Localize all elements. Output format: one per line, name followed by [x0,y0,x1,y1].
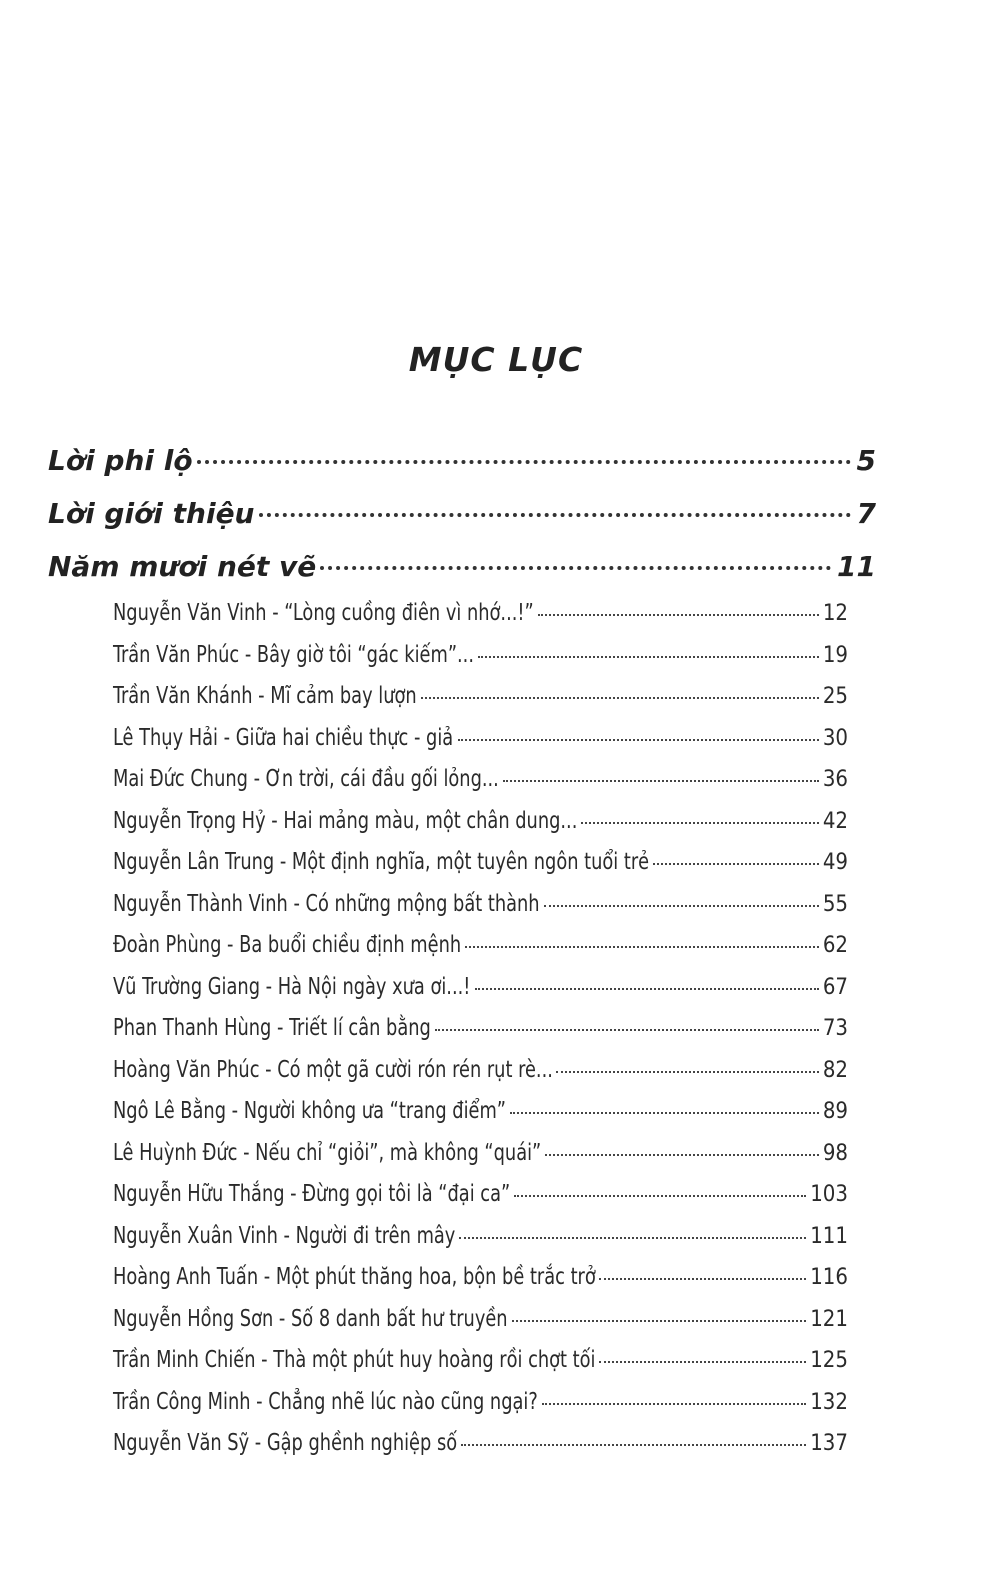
dot-leader [475,988,819,990]
dot-leader [503,780,819,782]
main-entry-label: Năm mươi nét vẽ [48,550,317,583]
sub-entry-label: Vũ Trường Giang - Hà Nội ngày xưa ơi...! [113,973,471,1000]
dot-leader [510,1112,819,1114]
toc-sub-entry [113,1015,848,1057]
sub-entry-label: Nguyễn Trọng Hỷ - Hai mảng màu, một chân dung... [113,807,578,834]
sub-entry-label: Nguyễn Xuân Vinh - Người đi trên mây [113,1222,456,1249]
sub-entry-page: 12 [822,601,848,626]
dot-leader [459,1237,806,1239]
toc-main-entry [48,550,876,603]
sub-entry-page: 132 [810,1389,848,1415]
toc-sub-entry [113,600,848,642]
sub-entry-page: 98 [822,1140,848,1166]
dot-leader [421,697,819,699]
sub-entry-label: Trần Văn Phúc - Bây giờ tôi “gác kiếm”... [113,641,474,668]
sub-entry-label: Phan Thanh Hùng - Triết lí cân bằng [113,1015,431,1041]
toc-sub-entry [113,1098,848,1140]
toc-sub-entry [113,1223,848,1265]
dot-leader [544,905,819,907]
dot-leader [514,1195,806,1197]
sub-entry-label: Nguyễn Thành Vinh - Có những mộng bất thành [113,890,540,917]
sub-entry-label: Trần Văn Khánh - Mĩ cảm bay lượn [113,683,417,709]
dot-leader [653,863,819,865]
sub-entry-page: 116 [810,1265,848,1290]
sub-entry-page: 121 [810,1306,848,1332]
sub-entry-page: 89 [822,1099,848,1124]
toc-sub-entry [113,683,848,725]
toc-main-entry [48,444,876,497]
toc-sub-entry [113,891,848,933]
sub-entry-label: Nguyễn Văn Sỹ - Gập ghềnh nghiệp số [113,1430,458,1456]
toc-main-entry [48,497,876,550]
toc-sub-entry [113,1181,848,1223]
dot-leader [599,1278,806,1280]
main-entries-list [48,444,876,603]
dot-leader [458,739,819,741]
sub-entry-label: Đoàn Phùng - Ba buổi chiều định mệnh [113,932,462,958]
sub-entry-page: 111 [810,1223,848,1249]
dot-leader [461,1444,806,1446]
sub-entry-label: Nguyễn Hữu Thắng - Đừng gọi tôi là “đại ca” [113,1181,511,1207]
sub-entry-label: Nguyễn Lân Trung - Một định nghĩa, một tuyên ngôn tuổi trẻ [113,849,650,875]
main-entry-page: 5 [856,444,876,477]
sub-entry-label: Hoàng Văn Phúc - Có một gã cười rón rén rụt rè... [113,1056,553,1083]
sub-entry-label: Hoàng Anh Tuấn - Một phút thăng hoa, bộn bề trắc trở [113,1264,596,1290]
sub-entry-page: 19 [822,642,848,668]
sub-entry-page: 49 [822,850,848,875]
toc-sub-entry [113,725,848,767]
dot-leader [435,1029,819,1031]
sub-entry-label: Nguyễn Hồng Sơn - Số 8 danh bất hư truyền [113,1305,508,1332]
sub-entry-page: 82 [822,1057,848,1083]
sub-entry-label: Trần Minh Chiến - Thà một phút huy hoàng rồi chợt tối [113,1347,596,1373]
toc-sub-entry [113,849,848,891]
dot-leader [512,1320,806,1322]
sub-entry-label: Lê Huỳnh Đức - Nếu chỉ “giỏi”, mà không “quái” [113,1139,542,1166]
main-entry-page: 7 [856,497,876,530]
toc-sub-entry [113,1430,848,1472]
sub-entry-page: 25 [822,684,848,709]
toc-sub-entry [113,1057,848,1099]
main-entry-label: Lời phi lộ [48,444,193,477]
dot-leader [542,1403,806,1405]
toc-sub-entry [113,1347,848,1389]
sub-entry-label: Mai Đức Chung - Ơn trời, cái đầu gối lỏng... [113,766,499,792]
sub-entry-label: Ngô Lê Bằng - Người không ưa “trang điểm” [113,1098,507,1124]
dot-leader [197,460,851,464]
dot-leader [545,1154,819,1156]
dot-leader [556,1071,818,1073]
sub-entry-page: 30 [822,725,848,751]
sub-entry-label: Nguyễn Văn Vinh - “Lòng cuồng điên vì nhớ...!” [113,600,534,626]
sub-entry-page: 67 [822,974,848,1000]
dot-leader [465,946,819,948]
dot-leader [320,566,831,570]
table-of-contents-heading: MỤC LỤC [408,340,584,379]
dot-leader [259,513,851,517]
dot-leader [599,1361,806,1363]
toc-sub-entry [113,1389,848,1431]
sub-entry-page: 137 [810,1431,848,1456]
sub-entry-page: 55 [822,891,848,917]
sub-entries-list [113,600,848,1472]
toc-sub-entry [113,1140,848,1182]
toc-sub-entry [113,766,848,808]
dot-leader [478,656,819,658]
sub-entry-page: 36 [822,767,848,792]
sub-entry-page: 62 [822,933,848,958]
toc-sub-entry [113,1264,848,1306]
toc-sub-entry [113,1306,848,1348]
sub-entry-label: Trần Công Minh - Chẳng nhẽ lúc nào cũng ngại? [113,1388,538,1415]
toc-sub-entry [113,974,848,1016]
main-entry-label: Lời giới thiệu [48,497,255,530]
toc-sub-entry [113,932,848,974]
sub-entry-page: 103 [810,1182,848,1207]
sub-entry-page: 42 [822,808,848,834]
toc-sub-entry [113,808,848,850]
sub-entry-page: 125 [810,1348,848,1373]
main-entry-page: 11 [837,550,876,583]
toc-sub-entry [113,642,848,684]
sub-entry-page: 73 [822,1016,848,1041]
sub-entry-label: Lê Thụy Hải - Giữa hai chiều thực - giả [113,724,454,751]
dot-leader [538,614,819,616]
dot-leader [581,822,818,824]
